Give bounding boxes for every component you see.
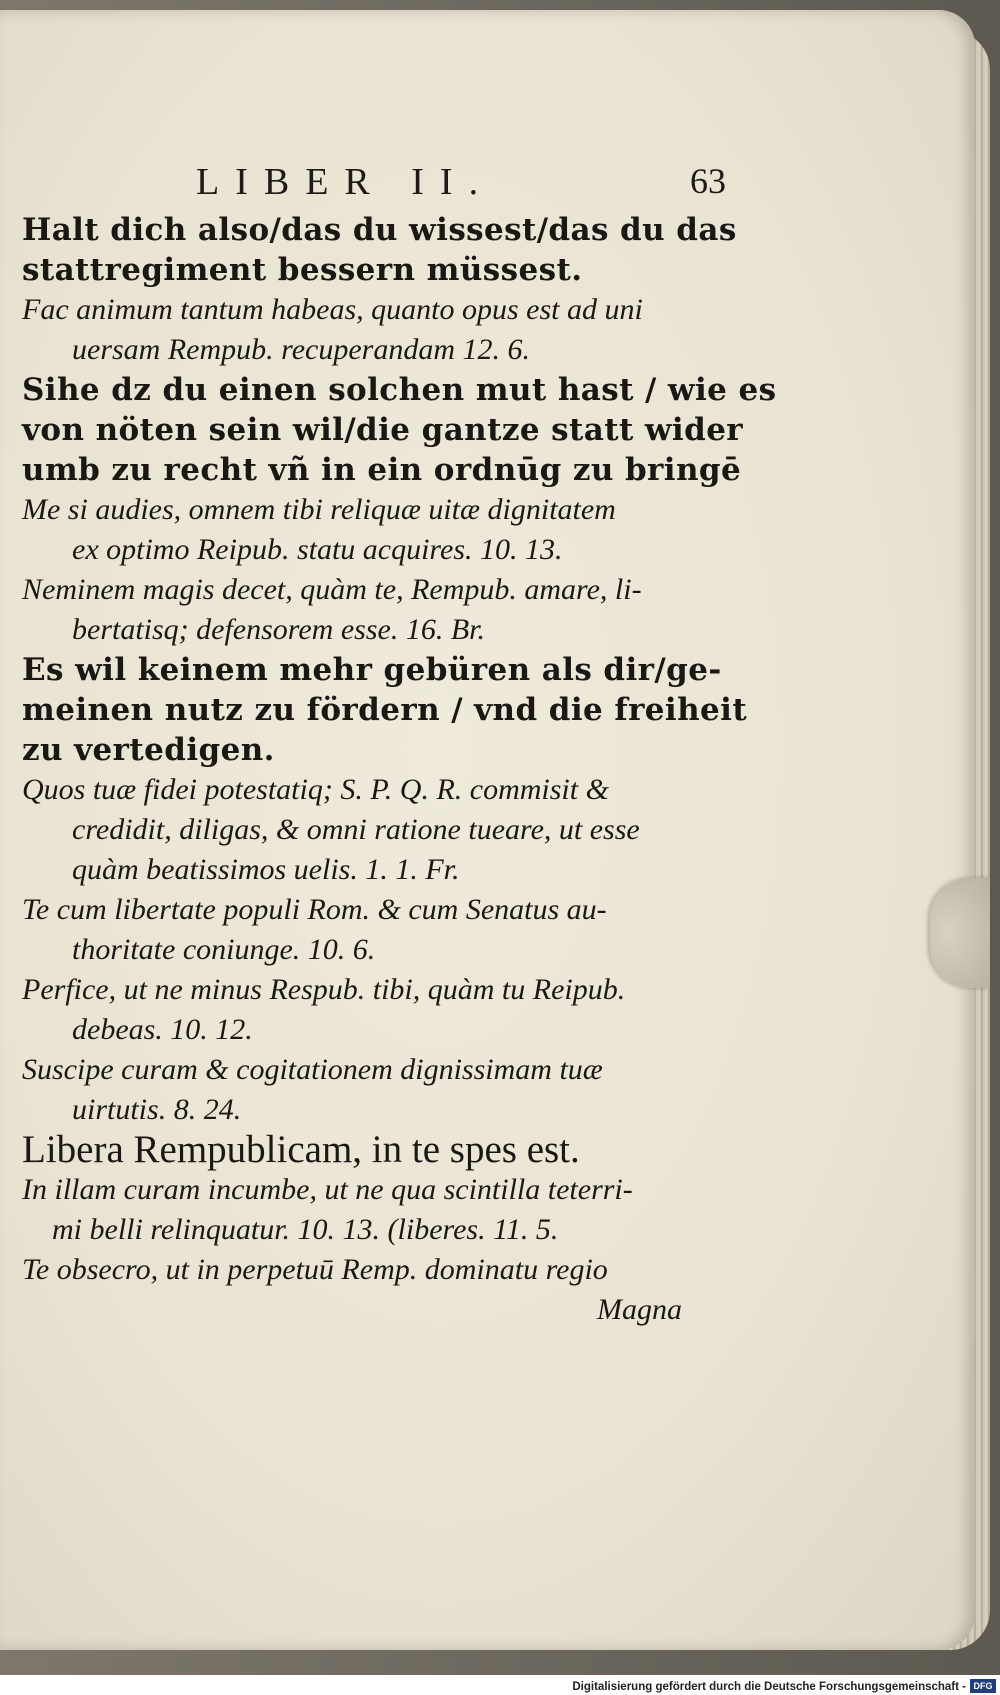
text-line: Fac animum tantum habeas, quanto opus est ad uni [22, 293, 643, 326]
text-line: ex optimo Reipub. statu acquires. 10. 13. [72, 533, 563, 566]
text-line: Halt dich also/das du wissest/das du das [22, 212, 737, 248]
book-page [0, 10, 975, 1650]
page-header [0, 160, 900, 206]
book-clasp [930, 878, 990, 988]
text-line: Te obsecro, ut in perpetuū Remp. dominatu regio [22, 1253, 608, 1286]
text-line: quàm beatissimos uelis. 1. 1. Fr. [72, 853, 460, 886]
text-line: thoritate coniunge. 10. 6. [72, 933, 376, 966]
footer-bar [0, 1675, 1000, 1695]
text-line: uirtutis. 8. 24. [72, 1093, 242, 1126]
text-line: debeas. 10. 12. [72, 1013, 253, 1046]
text-line: Neminem magis decet, quàm te, Rempub. amare, li- [22, 573, 642, 606]
page-number: 63 [690, 161, 726, 201]
text-line: zu vertedigen. [22, 732, 275, 768]
running-head: LIBER II. [196, 161, 495, 203]
text-line: bertatisq; defensorem esse. 16. Br. [72, 613, 485, 646]
text-line: stattregiment bessern müssest. [22, 252, 583, 288]
text-line: umb zu recht vñ in ein ordnūg zu bringē [22, 452, 742, 488]
digitization-credit: Digitalisierung gefördert durch die Deutsche Forschungsgemeinschaft - [572, 1681, 966, 1693]
text-line: uersam Rempub. recuperandam 12. 6. [72, 333, 530, 366]
text-line: Quos tuæ fidei potestatiq; S. P. Q. R. commisit & [22, 773, 609, 806]
dfg-logo-icon: DFG [970, 1679, 996, 1693]
text-line: Libera Rempublicam, in te spes est. [22, 1128, 580, 1171]
text-line: Es wil keinem mehr gebüren als dir/ge- [22, 652, 722, 688]
page-text-block [22, 210, 777, 1330]
text-line: In illam curam incumbe, ut ne qua scintilla teterri- [22, 1173, 633, 1206]
text-line: von nöten sein wil/die gantze statt wider [22, 412, 744, 448]
text-line: credidit, diligas, & omni ratione tueare, ut esse [72, 813, 640, 846]
text-line: Sihe dz du einen solchen mut hast / wie es [22, 372, 777, 408]
text-line: Perfice, ut ne minus Respub. tibi, quàm tu Reipub. [22, 973, 626, 1006]
text-line: Suscipe curam & cogitationem dignissimam tuæ [22, 1053, 603, 1086]
text-line: Te cum libertate populi Rom. & cum Senatus au- [22, 893, 607, 926]
text-line: mi belli relinquatur. 10. 13. (liberes. 11. 5. [52, 1213, 559, 1246]
catchword: Magna [597, 1293, 682, 1326]
text-line: Me si audies, omnem tibi reliquæ uitæ dignitatem [22, 493, 616, 526]
text-line: meinen nutz zu fördern / vnd die freiheit [22, 692, 748, 728]
